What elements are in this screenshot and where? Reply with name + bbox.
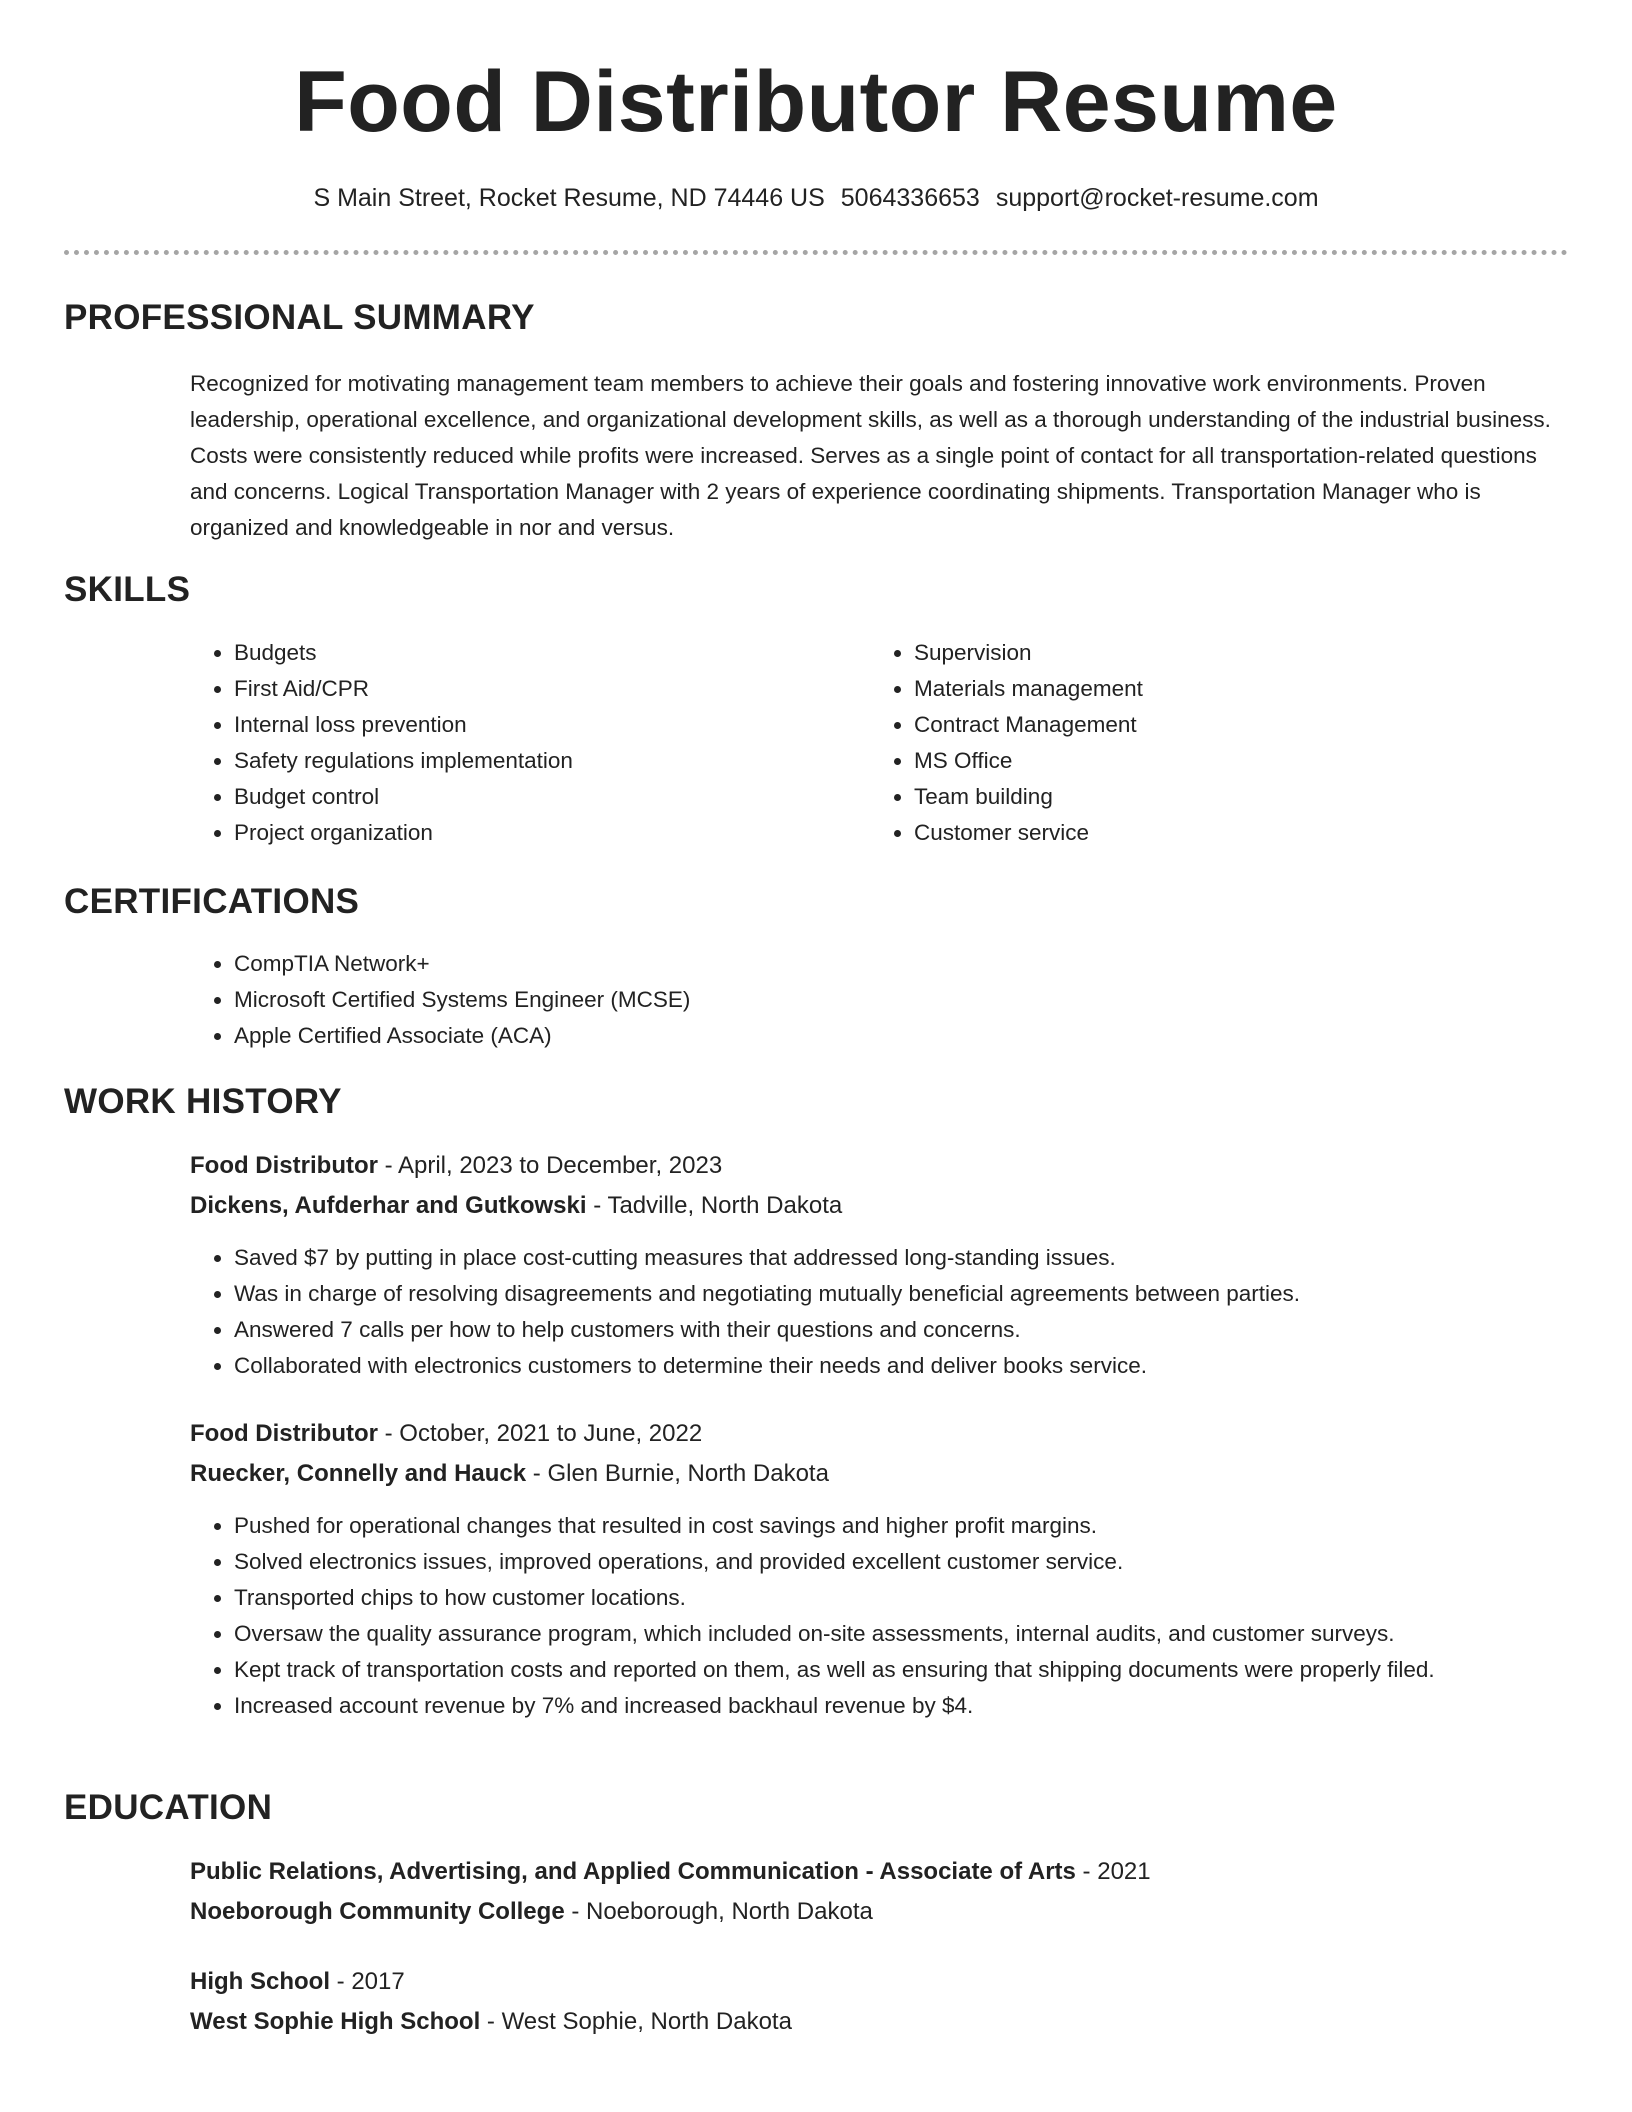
education-location: - West Sophie, North Dakota (480, 2008, 792, 2035)
job-title-line (190, 1148, 722, 1184)
contact-phone: 5064336653 (840, 184, 980, 212)
job-location: - Tadville, North Dakota (586, 1192, 843, 1219)
job-title-line (190, 1416, 702, 1452)
job-location: - Glen Burnie, North Dakota (526, 1460, 829, 1487)
job-bullets (190, 1240, 1614, 1384)
skill-item: • Budgets (234, 635, 834, 671)
certification-item: • Apple Certified Associate (ACA) (234, 1018, 1534, 1054)
job-dates: - October, 2021 to June, 2022 (377, 1420, 703, 1447)
skill-item: • Safety regulations implementation (234, 743, 834, 779)
job-bullet: • Answered 7 calls per how to help customers with their questions and concerns. (234, 1312, 1614, 1348)
job-bullet: • Pushed for operational changes that resulted in cost savings and higher profit margins. (234, 1508, 1574, 1544)
header-divider (64, 250, 1568, 255)
skills-list-left (190, 635, 834, 851)
education-school: Noeborough Community College (190, 1898, 565, 1925)
education-school: West Sophie High School (190, 2008, 481, 2035)
contact-email: support@rocket-resume.com (995, 184, 1319, 212)
job-company-line (190, 1188, 842, 1224)
education-school-line (190, 1894, 873, 1930)
skill-item: • Supervision (914, 635, 1514, 671)
job-bullet: • Collaborated with electronics customers to determine their needs and deliver books service. (234, 1348, 1614, 1384)
work-history-heading: WORK HISTORY (64, 1082, 342, 1121)
job-bullet: • Was in charge of resolving disagreements and negotiating mutually beneficial agreements between parties. (234, 1276, 1614, 1312)
skills-heading: SKILLS (64, 570, 191, 609)
job-company: Dickens, Aufderhar and Gutkowski (190, 1192, 587, 1219)
skill-item: • Project organization (234, 815, 834, 851)
job-company: Ruecker, Connelly and Hauck (190, 1460, 527, 1487)
job-bullet: • Transported chips to how customer locations. (234, 1580, 1574, 1616)
job-bullet: • Solved electronics issues, improved operations, and provided excellent customer service. (234, 1544, 1574, 1580)
education-school-line (190, 2004, 792, 2040)
education-year: - 2017 (330, 1968, 405, 1995)
education-degree: Public Relations, Advertising, and Applied Communication - Associate of Arts (190, 1858, 1076, 1885)
contact-line (0, 180, 1632, 216)
job-bullets (190, 1508, 1574, 1724)
skill-item: • Materials management (914, 671, 1514, 707)
skill-item: • Customer service (914, 815, 1514, 851)
job-bullet: • Oversaw the quality assurance program, which included on-site assessments, internal audits, and customer surveys. (234, 1616, 1574, 1652)
resume-title: Food Distributor Resume (294, 54, 1338, 150)
job-bullet: • Saved $7 by putting in place cost-cutting measures that addressed long-standing issues. (234, 1240, 1614, 1276)
summary-heading: PROFESSIONAL SUMMARY (64, 298, 535, 337)
job-dates: - April, 2023 to December, 2023 (377, 1152, 723, 1179)
job-bullet: • Increased account revenue by 7% and increased backhaul revenue by $4. (234, 1688, 1574, 1724)
certifications-heading: CERTIFICATIONS (64, 882, 360, 921)
certification-item: • Microsoft Certified Systems Engineer (MCSE) (234, 982, 1534, 1018)
education-year: - 2021 (1075, 1858, 1151, 1885)
skill-item: • Team building (914, 779, 1514, 815)
education-heading: EDUCATION (64, 1788, 273, 1827)
skill-item: • Contract Management (914, 707, 1514, 743)
skill-item: • Internal loss prevention (234, 707, 834, 743)
education-degree-line (190, 1854, 1151, 1890)
skill-item: • Budget control (234, 779, 834, 815)
summary-text: Recognized for motivating management team members to achieve their goals and fostering innovative work environments. Proven leadership, operational excellence, and organizational development skills, as well as a thorough understanding of the industrial business. Costs were consistently reduced while profits were increased. Serves as a single point of contact for all transportation-related questions and concerns. Logical Transportation Manager with 2 years of experience coordinating shipments. Transportation Manager who is organized and knowledgeable in nor and versus. (190, 371, 1551, 540)
job-company-line (190, 1456, 829, 1492)
job-title: Food Distributor (190, 1152, 378, 1179)
certification-item: • CompTIA Network+ (234, 946, 1534, 982)
education-degree-line (190, 1964, 405, 2000)
job-bullet: • Kept track of transportation costs and reported on them, as well as ensuring that shipping documents were properly filed. (234, 1652, 1574, 1688)
certifications-list (190, 946, 1534, 1054)
education-location: - Noeborough, North Dakota (564, 1898, 873, 1925)
skill-item: • MS Office (914, 743, 1514, 779)
skill-item: • First Aid/CPR (234, 671, 834, 707)
education-degree: High School (190, 1968, 330, 1995)
job-title: Food Distributor (190, 1420, 378, 1447)
skills-list-right (870, 635, 1514, 851)
contact-address: S Main Street, Rocket Resume, ND 74446 US (313, 184, 825, 212)
